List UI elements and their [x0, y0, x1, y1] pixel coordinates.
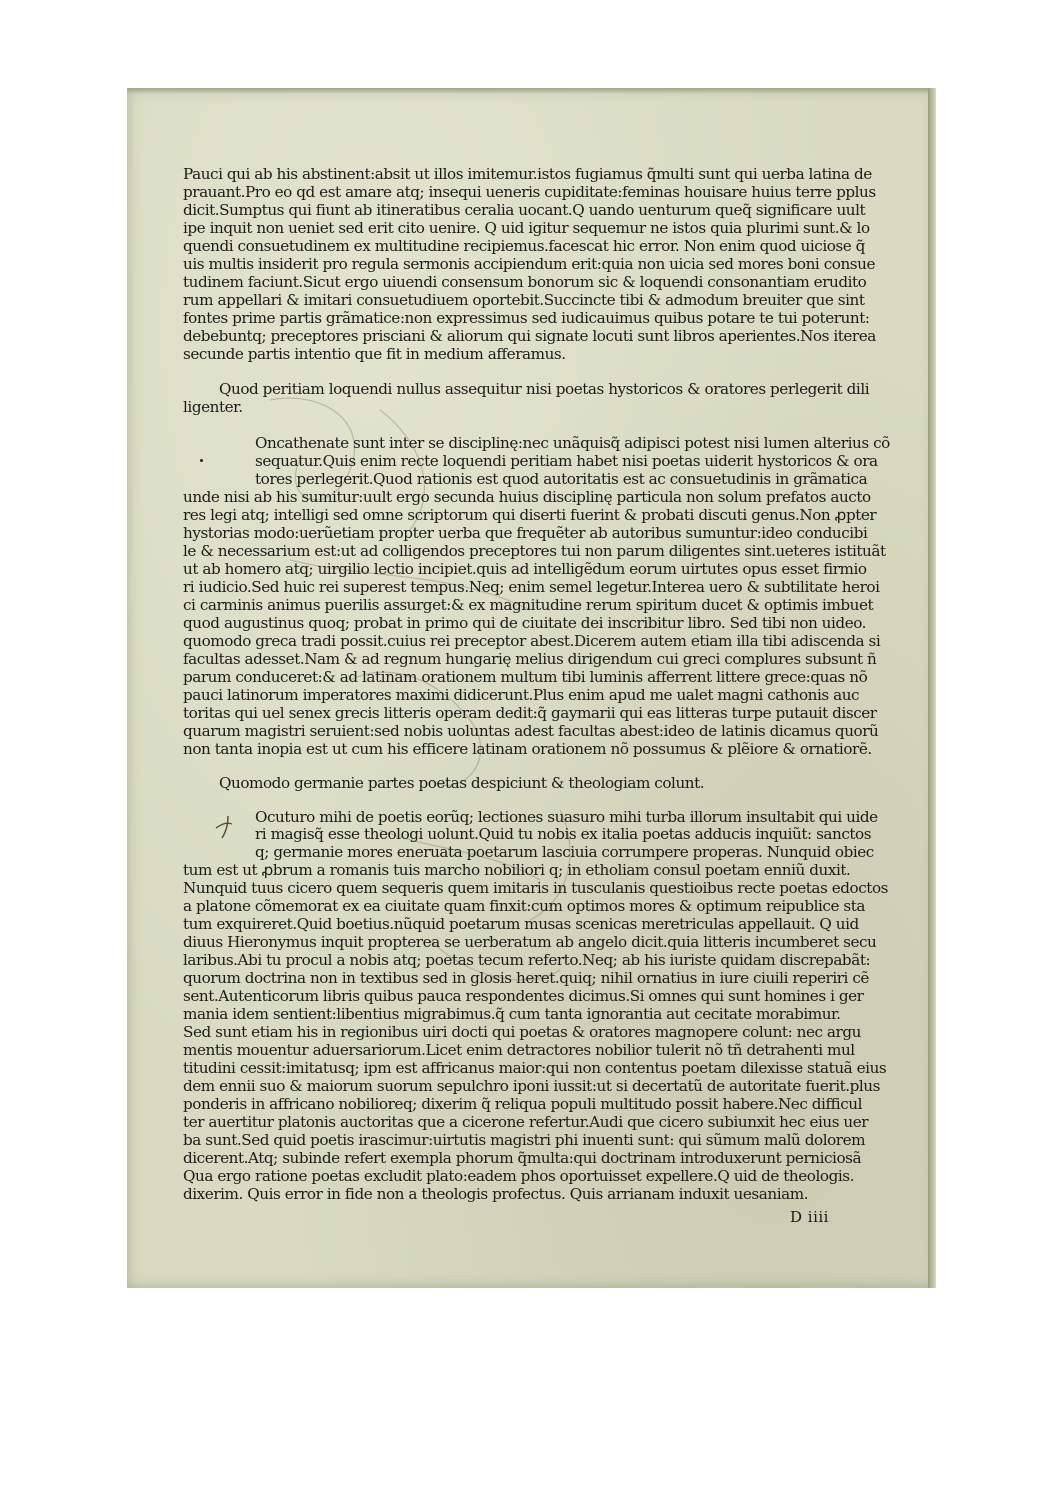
text-line: laribus.Abi tu procul a nobis atq; poetas tecum referto.Neq; ab his iuriste quidam discrepabãt: — [183, 951, 871, 970]
text-line: ri iudicio.Sed huic rei superest tempus.Neq; enim semel legetur.Interea uero & subtilitate heroi — [183, 578, 880, 597]
text-line: dicit.Sumptus qui fiunt ab itineratibus ceralia uocant.Q uando uenturum queq̃ significare uult — [183, 200, 866, 219]
text-line: dixerim. Quis error in fide non a theologis profectus. Quis arrianam induxit uesaniam. — [183, 1184, 809, 1203]
page-edge-right — [928, 88, 936, 1288]
text-line: tudinem faciunt.Sicut ergo uiuendi consensum bonorum sic & loquendi consonantiam erudito — [183, 272, 867, 291]
text-line: secunde partis intentio que fit in medium afferamus. — [183, 344, 566, 363]
section-heading-1 — [183, 380, 870, 417]
text-line: quomodo greca tradi possit.cuius rei preceptor abest.Dicerem autem etiam illa tibi adiscenda si — [183, 631, 881, 650]
text-line: ponderis in affricano nobilioreq; dixerim q̃ reliqua populi multitudo possit habere.Nec difficul — [183, 1094, 862, 1113]
text-line: ci carminis animus puerilis assurget:& ex magnitudine rerum spiritum ducet & optimis imbuet — [183, 595, 874, 614]
text-line: titudini cessit:imitatusq; ipm est affricanus maior:qui non contentus poetam dilexisse statuã eius — [183, 1058, 887, 1077]
text-line: Oncathenate sunt inter se disciplinę:nec unãquisq̃ adipisci potest nisi lumen alterius cõ — [255, 434, 890, 453]
text-line: non tanta inopia est ut cum his efficere latinam orationem nõ possumus & plẽiore & ornatiorẽ. — [183, 739, 872, 758]
text-line: sent.Autenticorum libris quibus pauca respondentes dicimus.Si omnes qui sunt homines i ger — [183, 987, 864, 1006]
text-line: diuus Hieronymus inquit propterea se uerberatum ab angelo dicit.quia litteris incumberet secu — [183, 933, 877, 952]
text-line: hystorias modo:uerũetiam propter uerba que frequẽter ab autoribus sumuntur:ideo conducibi — [183, 524, 868, 543]
text-line: quorum doctrina non in textibus sed in glosis heret.quiq; nihil ornatius in iure ciuili reperiri cẽ — [183, 969, 869, 988]
document-text — [183, 165, 890, 1203]
text-line: Sed sunt etiam his in regionibus uiri docti qui poetas & oratores magnopere colunt: nec argu — [183, 1022, 861, 1041]
text-line: q; germanie mores eneruata poetarum lasciuia corrumpere properas. Nunquid obiec — [255, 843, 874, 862]
heading-line: Quod peritiam loquendi nullus assequitur nisi poetas hystoricos & oratores perlegerit dili — [219, 380, 870, 399]
text-line: debebuntq; preceptores prisciani & aliorum qui signate locuti sunt libros aperientes.Nos iterea — [183, 326, 876, 345]
text-line: quod augustinus quoq; probat in primo qui de ciuitate dei inscribitur libro. Sed tibi non uideo. — [183, 613, 867, 632]
text-line: le & necessarium est:ut ad colligendos preceptores tui non parum diligentes sint.ueteres istituãt — [183, 542, 886, 561]
text-line: Ocuturo mihi de poetis eorũq; lectiones suasuro mihi turba illorum insultabit qui uide — [255, 807, 878, 826]
text-line: facultas adesset.Nam & ad regnum hungarię melius dirigendum cui greci complures subsunt ñ — [183, 649, 877, 668]
text-line: dicerent.Atq; subinde refert exempla phorum q̃multa:qui doctrinam introduxerunt perniciosã — [183, 1148, 862, 1167]
text-line: fontes prime partis grãmatice:non expressimus sed iudicauimus quibus potare te tui poterunt: — [183, 308, 870, 327]
heading-line: Quomodo germanie partes poetas despiciunt & theologiam colunt. — [219, 773, 705, 792]
text-line: toritas qui uel senex grecis litteris operam dedit:q̃ gaymarii qui eas litteras turpe putauit discer — [183, 703, 877, 722]
text-line: ter auertitur platonis auctoritas que a cicerone refertur.Audi que cicero subiunxit hec eius uer — [183, 1112, 869, 1131]
text-line: tum est ut ꝓbrum a romanis tuis marcho nobiliori q; in etholiam consul poetam enniũ duxit. — [183, 861, 851, 880]
text-line: quarum magistri seruient:sed nobis uoluntas adest facultas abest:ideo de latinis dicamus quorũ — [183, 721, 879, 740]
text-line: ri magisq̃ esse theologi uolunt.Quid tu nobis ex italia poetas adducis inquiũt: sanctos — [255, 825, 872, 844]
paragraph-2 — [183, 434, 890, 758]
page-edge-shadow — [127, 88, 936, 94]
text-line: sequatur.Quis enim recte loquendi peritiam habet nisi poetas uiderit hystoricos & ora — [255, 452, 878, 471]
text-line: pauci latinorum imperatores maximi didicerunt.Plus enim apud me ualet magni cathonis auc — [183, 685, 860, 704]
paragraph-3 — [183, 807, 888, 1204]
text-line: ipe inquit non ueniet sed erit cito uenire. Q uid igitur sequemur ne istos quia plurimi sunt.& lo — [183, 218, 870, 237]
heading-line: ligenter. — [183, 398, 243, 417]
text-line: ba sunt.Sed quid poetis irascimur:uirtutis magistri phi inuenti sunt: qui sũmum malũ dolorem — [183, 1130, 866, 1149]
text-line: Nunquid tuus cicero quem sequeris quem imitaris in tusculanis questioibus recte poetas edoctos — [183, 879, 888, 898]
text-line: res legi atq; intelligi sed omne scriptorum qui diserti fuerint & probati discuti genus.Non ꝓpter — [183, 506, 877, 525]
text-line: Qua ergo ratione poetas excludit plato:eadem phos oportuisset expellere.Q uid de theologis. — [183, 1166, 854, 1185]
text-line: Pauci qui ab his abstinent:absit ut illos imitemur.istos fugiamus q̃multi sunt qui uerba latina de — [183, 165, 872, 183]
text-line: unde nisi ab his sumitur:uult ergo secunda huius disciplinę particula non solum prefatos aucto — [183, 488, 871, 507]
text-line: mania idem sentient:libentius migrabimus.q̃ cum tanta ignorantia aut cecitate morabimur. — [183, 1004, 841, 1023]
paragraph-1 — [183, 165, 876, 363]
text-line: ut ab homero atq; uirgilio lectio incipiet.quis ad intelligẽdum eorum uirtutes opus esset firmio — [183, 560, 867, 579]
text-line: tores perlegerit.Quod rationis est quod autoritatis est ac consuetudinis in grãmatica — [255, 470, 868, 489]
text-line: quendi consuetudinem ex multitudine recipiemus.facescat hic error. Non enim quod uiciose q̃ — [183, 236, 865, 255]
text-line: rum appellari & imitari consuetudiuem oportebit.Succincte tibi & admodum breuiter que sint — [183, 290, 865, 309]
text-line: parum conduceret:& ad latinam orationem multum tibi luminis afferrent littere grece:quas nõ — [183, 667, 868, 686]
text-line: uis multis insiderit pro regula sermonis accipiendum erit:quia non uicia sed mores boni consue — [183, 254, 875, 273]
text-line: a platone cõmemorat ex ea ciuitate quam finxit:cum optimos mores & optimum reipublice sta — [183, 897, 865, 916]
signature-mark: D iiii — [790, 1208, 829, 1226]
text-line: prauant.Pro eo qd est amare atq; insequi ueneris cupiditate:feminas houisare huius terre pplus — [183, 182, 876, 201]
text-line: dem ennii suo & maiorum suorum sepulchro iponi iussit:ut si decertatũ de autoritate fuerit.plus — [183, 1076, 880, 1095]
text-line: mentis mouentur aduersariorum.Licet enim detractores nobilior tulerit nõ tñ detrahenti mul — [183, 1040, 855, 1059]
section-heading-2 — [183, 775, 853, 793]
text-line: tum exquireret.Quid boetius.nũquid poetarum musas scenicas meretriculas appellauit. Q uid — [183, 915, 859, 934]
